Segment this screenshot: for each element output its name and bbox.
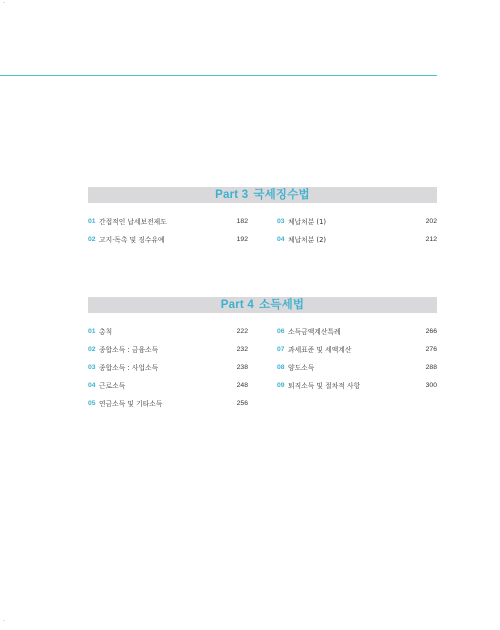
toc-page: 256: [236, 400, 248, 407]
toc-entry[interactable]: [88, 362, 248, 374]
toc-title: 체납처분 (1): [288, 218, 327, 226]
toc-title: 근로소득: [99, 382, 126, 390]
toc-page: 288: [425, 364, 437, 371]
toc-title: 연금소득 및 기타소득: [99, 400, 163, 408]
toc-entry[interactable]: [88, 398, 248, 410]
toc-number: 02: [88, 236, 96, 243]
part3-name: 국세징수법: [253, 189, 310, 201]
toc-number: 04: [88, 382, 96, 389]
toc-title: 종합소득 : 금융소득: [99, 346, 159, 354]
toc-title: 양도소득: [288, 364, 315, 372]
toc-entry[interactable]: [277, 326, 437, 338]
toc-page: 192: [236, 236, 248, 243]
toc-entry[interactable]: [88, 344, 248, 356]
toc-title: 종합소득 : 사업소득: [99, 364, 159, 372]
toc-page: 238: [236, 364, 248, 371]
toc-title: 간접적인 납세보전제도: [99, 218, 167, 226]
toc-number: 04: [277, 236, 285, 243]
toc-title: 체납처분 (2): [288, 236, 327, 244]
crop-mark-bottom: -: [3, 618, 5, 624]
toc-number: 01: [88, 218, 96, 225]
toc-entry[interactable]: [88, 216, 248, 228]
toc-page: 232: [236, 346, 248, 353]
toc-page: 266: [425, 328, 437, 335]
crop-mark-top: -: [3, 0, 5, 6]
part3-label: Part 3: [215, 189, 249, 201]
toc-number: 06: [277, 328, 285, 335]
toc-page: 276: [425, 346, 437, 353]
toc-title: 총칙: [99, 328, 113, 336]
toc-number: 02: [88, 346, 96, 353]
toc-page: 182: [236, 218, 248, 225]
toc-entry[interactable]: [88, 380, 248, 392]
toc-number: 07: [277, 346, 285, 353]
toc-page: 300: [425, 382, 437, 389]
toc-number: 03: [277, 218, 285, 225]
toc-title: 퇴직소득 및 절차적 사항: [288, 382, 361, 390]
toc-page: 248: [236, 382, 248, 389]
header-rule: [0, 75, 437, 76]
part4-label: Part 4: [220, 299, 254, 311]
toc-number: 08: [277, 364, 285, 371]
toc-title: 소득금액계산특례: [288, 328, 341, 336]
toc-number: 01: [88, 328, 96, 335]
part4-name: 소득세법: [258, 299, 305, 311]
toc-entry[interactable]: [277, 234, 437, 246]
toc-entry[interactable]: [277, 380, 437, 392]
toc-number: 03: [88, 364, 96, 371]
part4-banner: [88, 297, 437, 313]
toc-page: 222: [236, 328, 248, 335]
toc-page: 202: [425, 218, 437, 225]
toc-title: 고지·독촉 및 징수유예: [99, 236, 165, 244]
toc-entry[interactable]: [88, 326, 248, 338]
toc-number: 05: [88, 400, 96, 407]
toc-page: 212: [425, 236, 437, 243]
toc-entry[interactable]: [88, 234, 248, 246]
part3-banner: [88, 187, 437, 203]
toc-entry[interactable]: [277, 362, 437, 374]
toc-number: 09: [277, 382, 285, 389]
toc-entry[interactable]: [277, 216, 437, 228]
toc-title: 과세표준 및 세액계산: [288, 346, 352, 354]
toc-entry[interactable]: [277, 344, 437, 356]
